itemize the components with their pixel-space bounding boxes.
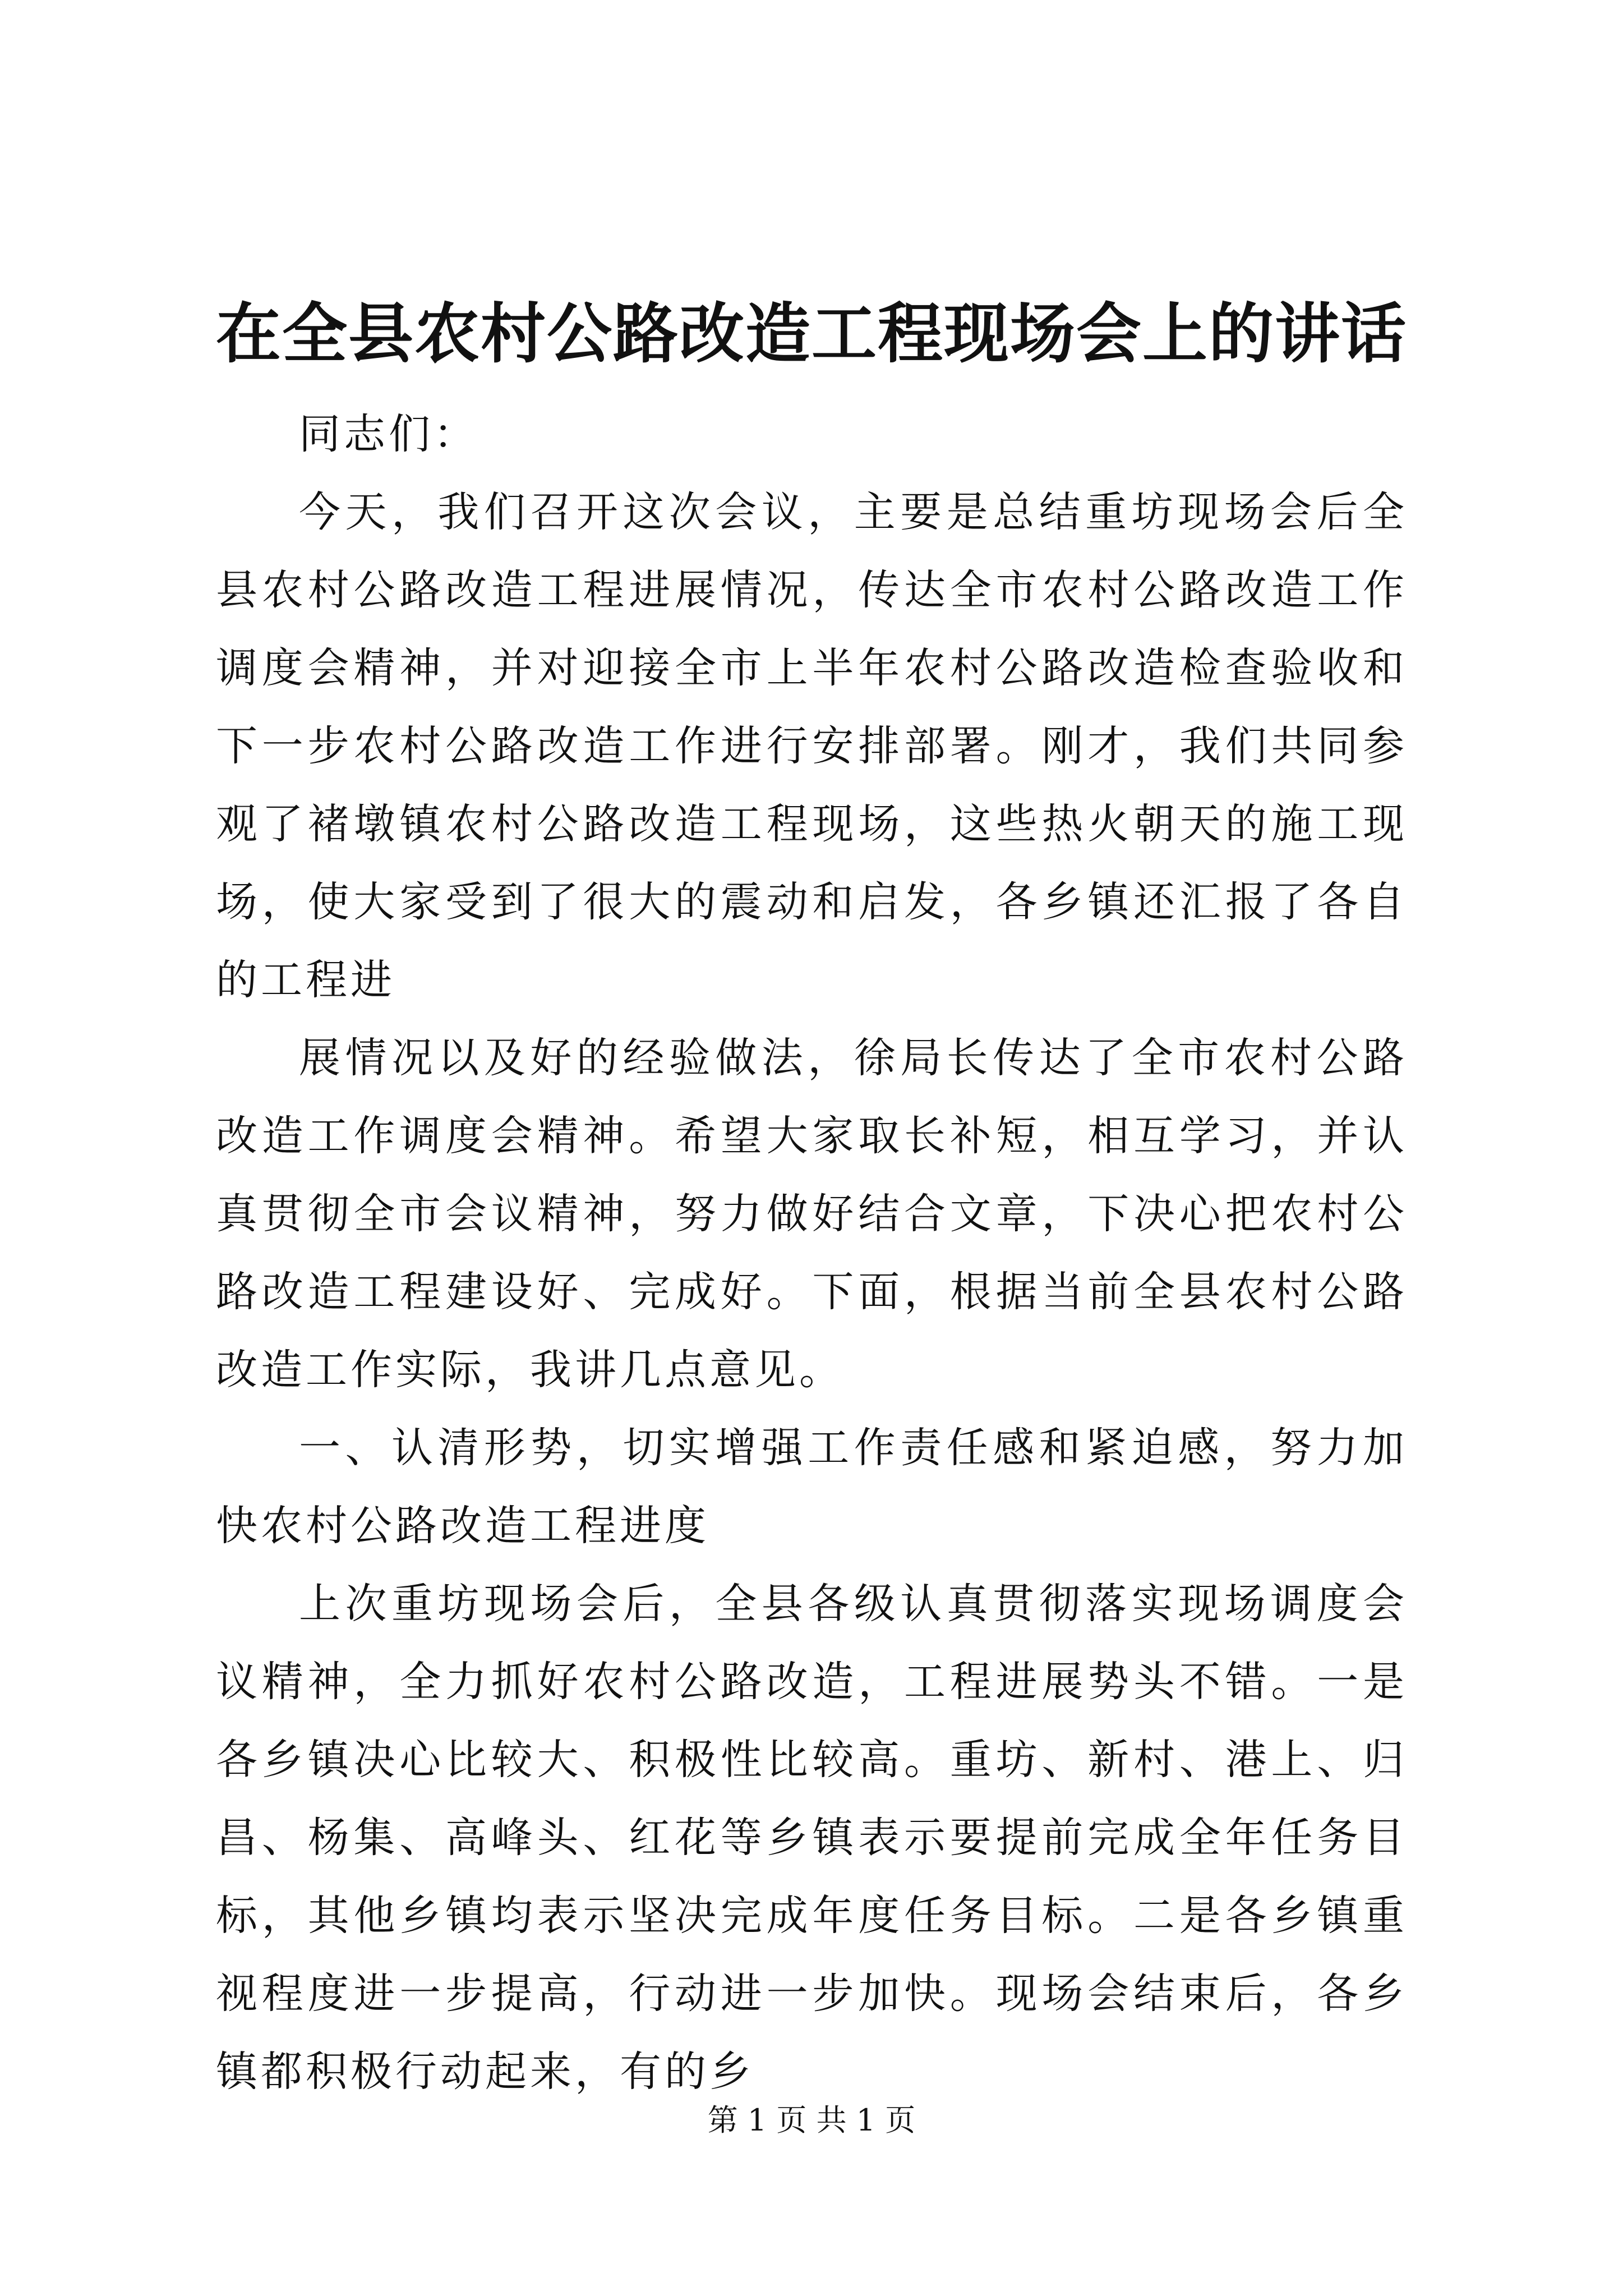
document-body: [216, 395, 1408, 2111]
document-title: 在全县农村公路改造工程现场会上的讲话: [216, 296, 1407, 372]
paragraph-1: 今天，我们召开这次会议，主要是总结重坊现场会后全县农村公路改造工程进展情况，传达全市农村公路改造工作调度会精神，并对迎接全市上半年农村公路改造检查验收和下一步农村公路改造工作进行安排部署。刚才，我们共同参观了褚墩镇农村公路改造工程现场，这些热火朝天的施工现场，使大家受到了很大的震动和启发，各乡镇还汇报了各自的工程进: [216, 488, 1408, 1004]
paragraph-2: 展情况以及好的经验做法，徐局长传达了全市农村公路改造工作调度会精神。希望大家取长补短，相互学习，并认真贯彻全市会议精神，努力做好结合文章，下决心把农村公路改造工程建设好、完成好。下面，根据当前全县农村公路改造工作实际，我讲几点意见。: [216, 1034, 1408, 1394]
salutation: 同志们：: [299, 410, 478, 458]
paragraph-3: 上次重坊现场会后，全县各级认真贯彻落实现场调度会议精神，全力抓好农村公路改造，工程进展势头不错。一是各乡镇决心比较大、积极性比较高。重坊、新村、港上、归昌、杨集、高峰头、红花等乡镇表示要提前完成全年任务目标，其他乡镇均表示坚决完成年度任务目标。二是各乡镇重视程度进一步提高，行动进一步加快。现场会结束后，各乡镇都积极行动起来，有的乡: [216, 1580, 1408, 2096]
section-heading-1: 一、认清形势，切实增强工作责任感和紧迫感，努力加快农村公路改造工程进度: [216, 1424, 1408, 1550]
page-footer: 第 1 页 共 1 页: [707, 2102, 916, 2138]
